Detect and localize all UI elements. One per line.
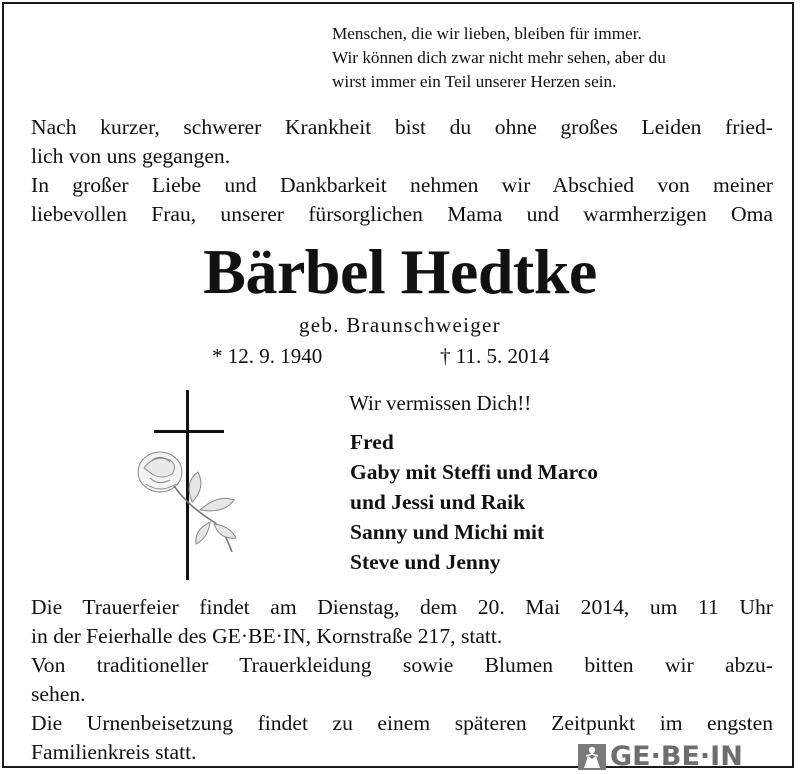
cross-with-rose-icon [130,390,250,582]
mourner-line: Sanny und Michi mit [350,520,545,544]
poem-line: Menschen, die wir lieben, bleiben für immer. [332,24,642,43]
intro-line: In großer Liebe und Dankbarkeit nehmen wir Abschied von meiner [31,173,773,197]
mourner-line: Steve und Jenny [350,550,501,574]
details-line: in der Feierhalle des GE·BE·IN, Kornstraße 217, statt. [31,624,503,648]
gebein-figure-icon [578,744,606,770]
details-line: Von traditioneller Trauerkleidung sowie Blumen bitten wir abzu- [31,653,773,677]
poem [332,22,772,94]
funeral-home-logo [578,742,743,772]
logo-text: GE·BE·IN [610,741,743,772]
death-date: † 11. 5. 2014 [440,344,550,368]
mourner-line: und Jessi und Raik [350,490,526,514]
mourner-line: Gaby mit Steffi und Marco [350,460,599,484]
intro-text [31,113,773,229]
birth-date: * 12. 9. 1940 [212,344,323,368]
mourners-heading: Wir vermissen Dich!! [349,391,532,415]
details-line: Familienkreis statt. [31,740,197,764]
poem-line: Wir können dich zwar nicht mehr sehen, aber du [332,48,666,67]
deceased-name: Bärbel Hedtke [203,236,597,307]
intro-line: liebevollen Frau, unserer fürsorglichen Mama und warmherzigen Oma [31,202,773,226]
poem-line: wirst immer ein Teil unserer Herzen sein. [332,72,617,91]
intro-line: Nach kurzer, schwerer Krankheit bist du ohne großes Leiden fried- [31,115,773,139]
intro-line: lich von uns gegangen. [31,144,231,168]
details-line: sehen. [31,682,86,706]
details-line: Die Trauerfeier findet am Dienstag, dem 20. Mai 2014, um 11 Uhr [31,595,773,619]
mourner-line: Fred [350,430,394,454]
maiden-name: geb. Braunschweiger [299,313,501,337]
mourners-list [350,427,598,577]
details-line: Die Urnenbeisetzung findet zu einem späteren Zeitpunkt im engsten [31,711,773,735]
